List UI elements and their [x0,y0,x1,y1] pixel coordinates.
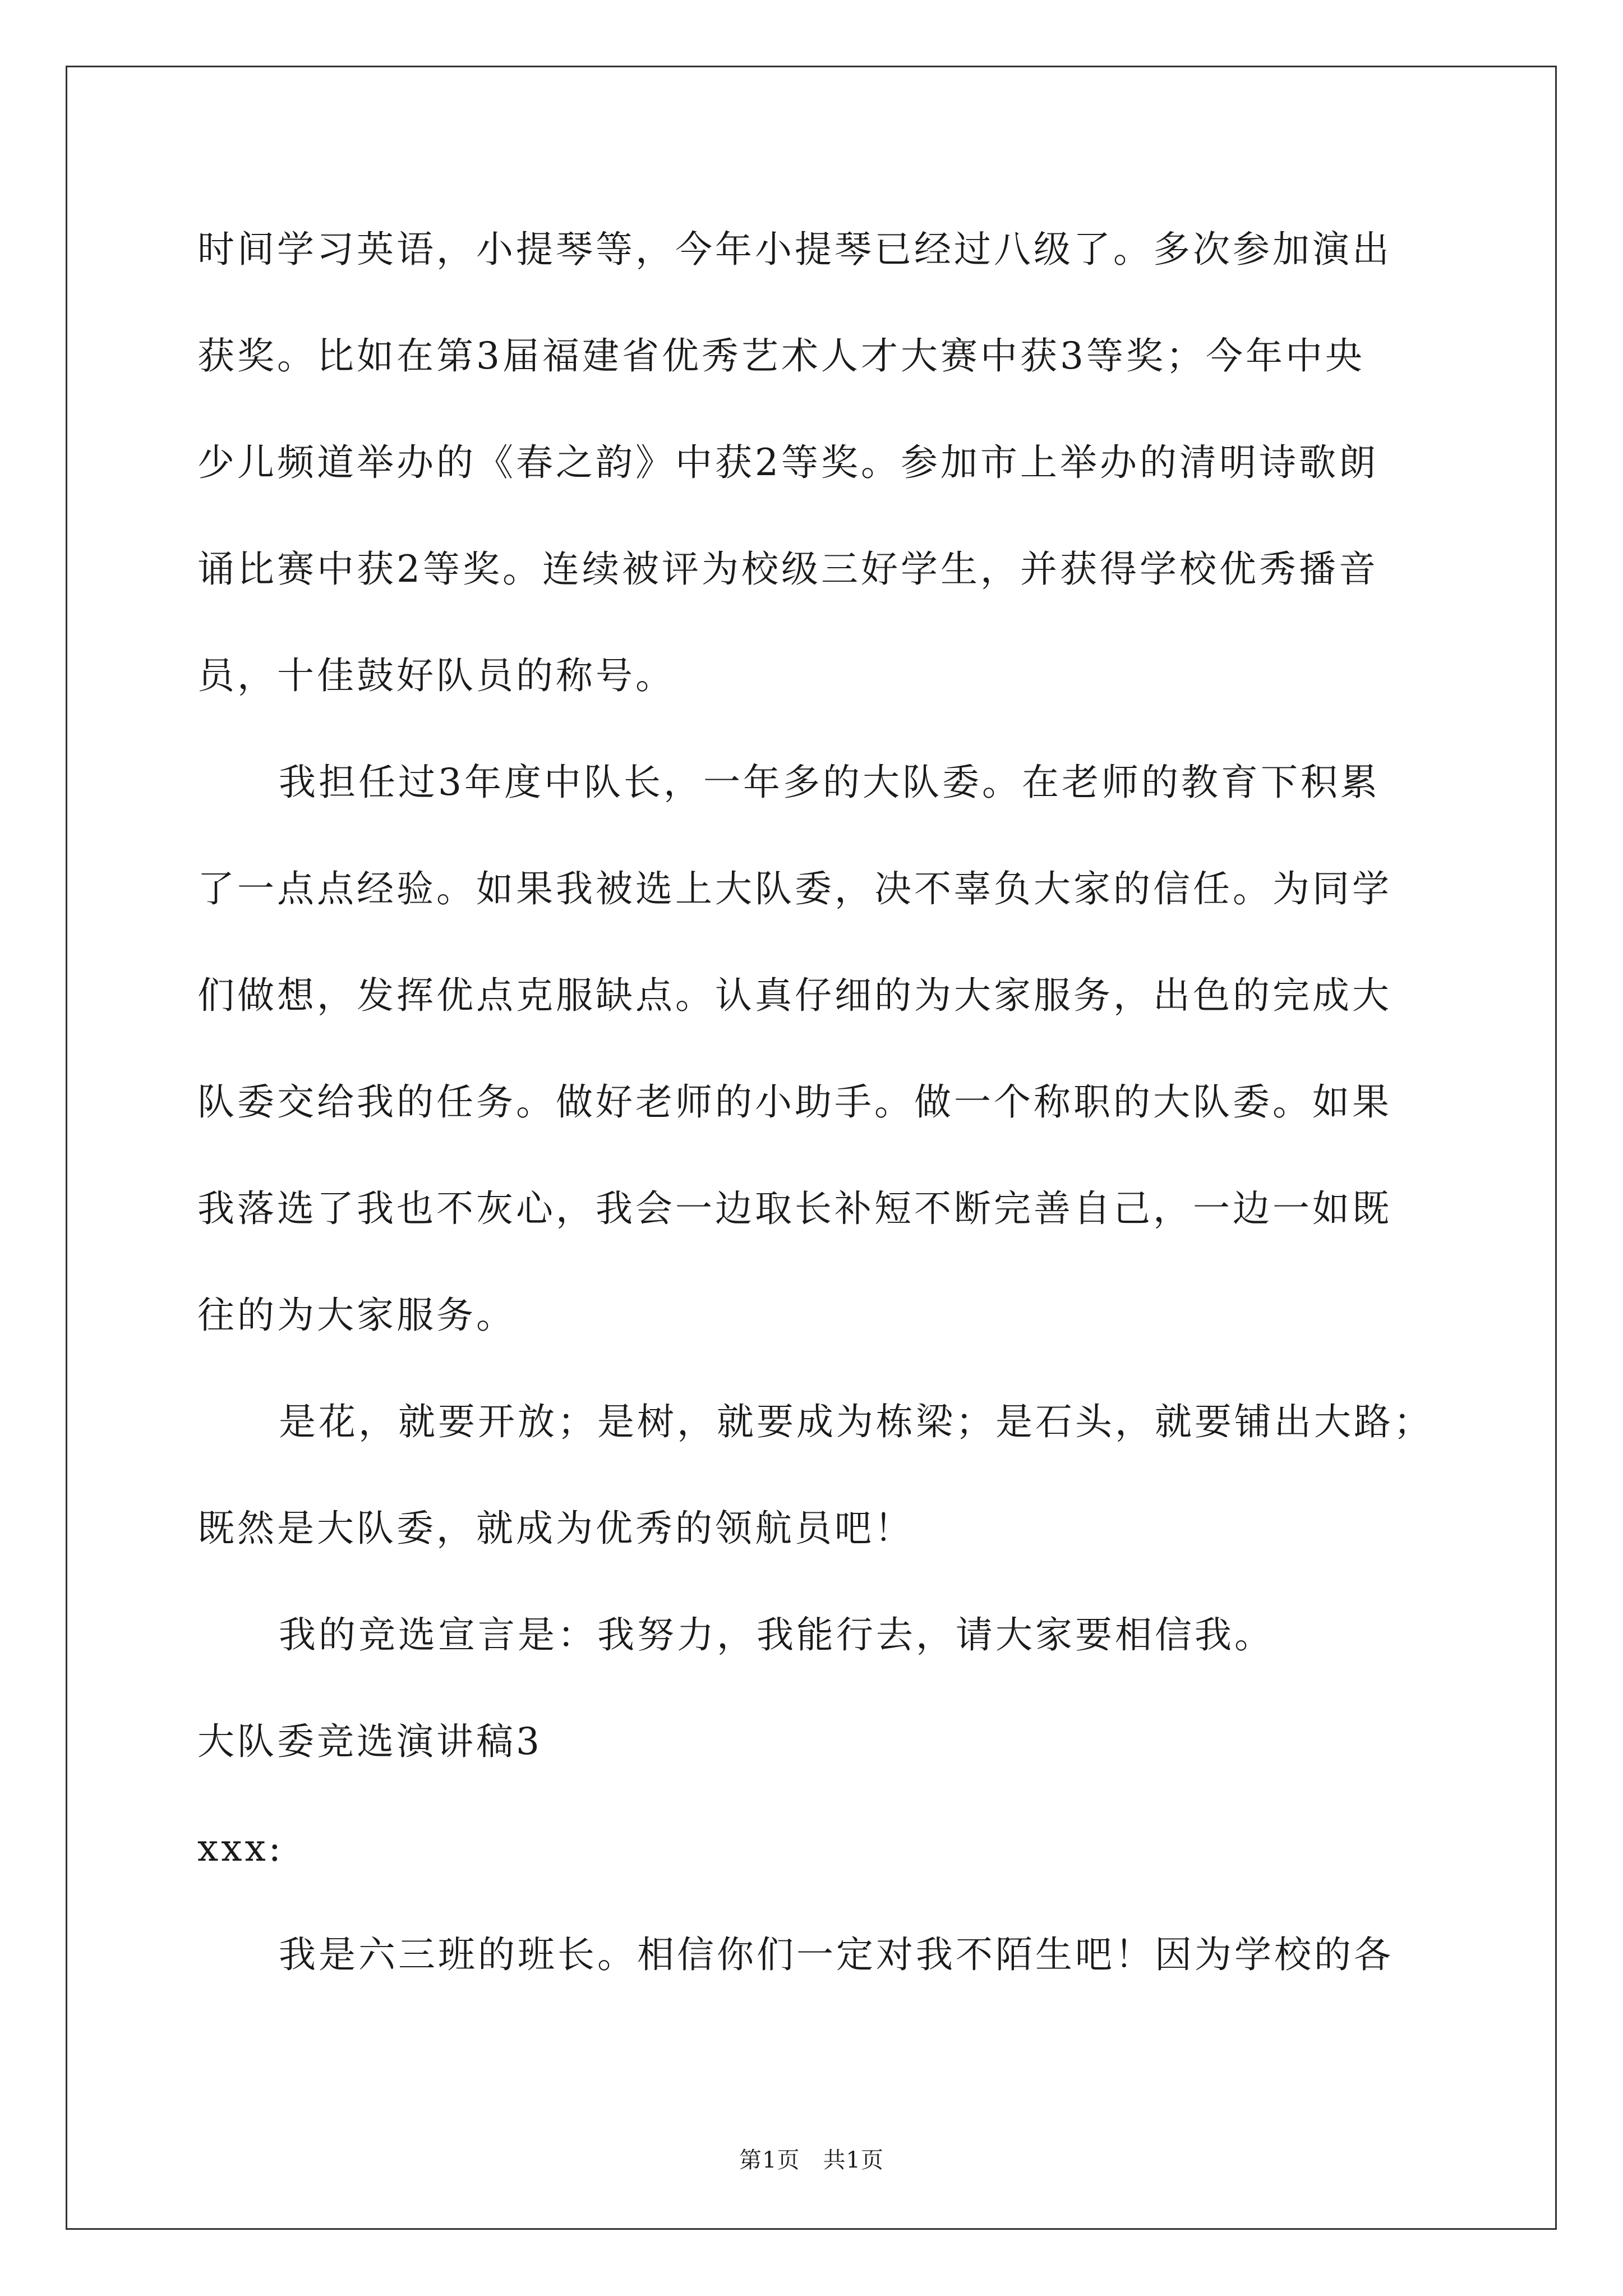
text-line: 诵比赛中获2等奖。连续被评为校级三好学生，并获得学校优秀播音 [197,547,1378,591]
text-line: 员，十佳鼓好队员的称号。 [197,654,675,697]
text-line: 我的竞选宣言是：我努力，我能行去，请大家要相信我。 [279,1613,1274,1657]
section-heading: 大队委竞选演讲稿3 [197,1720,542,1763]
text-line: 是花，就要开放；是树，就要成为栋梁；是石头，就要铺出大路； [279,1400,1433,1443]
text-line: 我是六三班的班长。相信你们一定对我不陌生吧！因为学校的各 [279,1933,1394,1976]
text-line: 队委交给我的任务。做好老师的小助手。做一个称职的大队委。如果 [197,1080,1392,1124]
text-line: 少儿频道举办的《春之韵》中获2等奖。参加市上举办的清明诗歌朗 [197,441,1378,484]
text-line: 既然是大队委，就成为优秀的领航员吧！ [197,1507,914,1550]
page-number-footer: 第1页 共1页 [739,2147,884,2173]
page-border [66,66,1557,2230]
text-line: 我担任过3年度中队长，一年多的大队委。在老师的教育下积累 [279,761,1380,804]
text-line: 我落选了我也不灰心，我会一边取长补短不断完善自己，一边一如既 [197,1187,1392,1230]
text-line: 往的为大家服务。 [197,1294,516,1337]
salutation: xxx: [197,1826,284,1870]
text-line: 了一点点经验。如果我被选上大队委，决不辜负大家的信任。为同学 [197,867,1392,910]
text-line: 时间学习英语，小提琴等，今年小提琴已经过八级了。多次参加演出 [197,228,1392,271]
text-line: 获奖。比如在第3届福建省优秀艺术人才大赛中获3等奖；今年中央 [197,334,1365,378]
text-line: 们做想，发挥优点克服缺点。认真仔细的为大家服务，出色的完成大 [197,974,1392,1017]
